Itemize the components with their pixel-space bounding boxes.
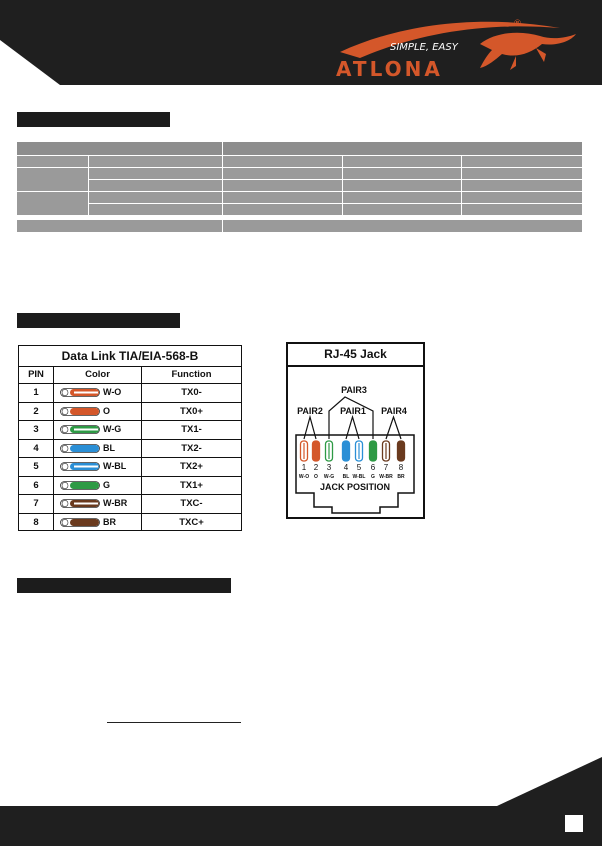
- wire-icon: [60, 425, 100, 434]
- data-link-header-row: [19, 367, 241, 384]
- spec-row: [89, 192, 583, 203]
- wire-code: W-O: [103, 387, 122, 398]
- atlona-logo: [320, 14, 592, 80]
- function-cell: TX2+: [180, 461, 203, 472]
- spec-row: [89, 204, 583, 215]
- spec-cell: [462, 168, 582, 179]
- color-cell: [54, 384, 142, 402]
- spec-cell: [89, 180, 222, 191]
- header-color: Color: [54, 367, 142, 383]
- wire-icon: [60, 407, 100, 416]
- spec-cell: [462, 204, 582, 215]
- wire-icon: [60, 499, 100, 508]
- spec-cell: [462, 156, 582, 167]
- color-cell: [54, 440, 142, 458]
- section-heading-bar-1: [17, 112, 170, 127]
- table-row: [19, 477, 241, 496]
- wire-icon: [60, 481, 100, 490]
- spec-cell: [17, 220, 222, 232]
- pair1-label: PAIR1: [340, 406, 366, 416]
- pin-cell: 5: [19, 458, 54, 476]
- spec-row: [89, 180, 583, 191]
- jack-wire-code: W-O: [298, 474, 310, 480]
- jack-wire: [398, 441, 405, 461]
- spec-cell: [89, 156, 222, 167]
- header-pin: PIN: [19, 367, 54, 383]
- wire-icon: [60, 388, 100, 397]
- section-heading-bar-3: [17, 578, 231, 593]
- color-cell: [54, 458, 142, 476]
- spec-group: [17, 168, 583, 192]
- rj45-title: RJ-45 Jack: [288, 344, 423, 367]
- underline-rule: [107, 722, 241, 723]
- wire-code: G: [103, 479, 111, 490]
- spec-cell: [223, 220, 582, 232]
- footer-corner-tab: [497, 757, 602, 806]
- wire-code: BL: [103, 442, 115, 453]
- wire-code: W-BR: [103, 498, 128, 509]
- data-link-table: [18, 345, 242, 531]
- pair4-label: PAIR4: [381, 406, 407, 416]
- function-cell: TX0+: [180, 405, 203, 417]
- spec-cell: [223, 142, 582, 155]
- spec-cell: [343, 168, 461, 179]
- spec-cell: [223, 168, 342, 179]
- wire-icon: [60, 518, 100, 527]
- function-cell: TX1+: [180, 479, 203, 491]
- spec-cell: [462, 192, 582, 203]
- jack-pin-number: 8: [398, 463, 404, 472]
- spec-group: [17, 192, 583, 216]
- spec-cell: [17, 142, 222, 155]
- spec-cell: [223, 180, 342, 191]
- page-footer: [0, 806, 602, 846]
- jack-wire-code: O: [314, 474, 318, 480]
- jack-position-label: JACK POSITION: [319, 482, 391, 492]
- pair2-label: PAIR2: [297, 406, 323, 416]
- section-heading-bar-2: [17, 313, 180, 328]
- data-link-title: Data Link TIA/EIA-568-B: [19, 346, 241, 367]
- jack-wire-code: BL: [342, 474, 350, 480]
- jack-pin-number: 6: [370, 463, 376, 472]
- color-cell: [54, 514, 142, 532]
- pin-cell: 2: [19, 403, 54, 421]
- spec-cell: [223, 192, 342, 203]
- pin-cell: 1: [19, 384, 54, 402]
- header-function: Function: [171, 369, 212, 380]
- wire-icon: [60, 444, 100, 453]
- jack-wire-code: W-G: [323, 474, 335, 480]
- function-cell: TXC+: [179, 516, 204, 528]
- table-row: [19, 458, 241, 477]
- pair3-bracket: [329, 397, 373, 439]
- spec-row: [17, 220, 583, 232]
- wire-code: W-G: [103, 424, 122, 435]
- page-number-box: [565, 815, 583, 832]
- brand-tagline: SIMPLE, EASY: [390, 42, 458, 53]
- jack-wire: [313, 441, 320, 461]
- pair3-label: PAIR3: [341, 385, 367, 395]
- wire-code: BR: [103, 516, 116, 527]
- table-row: [19, 440, 241, 459]
- pin-cell: 4: [19, 440, 54, 458]
- spec-cell: [17, 156, 88, 167]
- jack-pin-number: 4: [343, 463, 349, 472]
- wire-code: O: [103, 405, 111, 416]
- jack-wire-code: BR: [397, 474, 405, 480]
- spec-cell: [343, 204, 461, 215]
- wire-code: W-BL: [103, 461, 127, 472]
- jack-wire-code: W-BL: [352, 474, 366, 480]
- spec-cell: [343, 156, 461, 167]
- color-cell: [54, 477, 142, 495]
- jack-wire-code: G: [371, 474, 375, 480]
- function-cell: TX2-: [181, 442, 202, 454]
- jack-wire: [370, 441, 377, 461]
- function-cell: TX1-: [181, 424, 202, 435]
- spec-cell: [89, 204, 222, 215]
- jack-pin-number: 2: [313, 463, 319, 472]
- spec-cell: [223, 204, 342, 215]
- color-cell: [54, 403, 142, 421]
- specification-table: [17, 142, 583, 233]
- color-cell: [54, 495, 142, 513]
- table-row: [19, 403, 241, 422]
- rj45-jack-diagram: [286, 342, 425, 519]
- spec-cell: [17, 192, 88, 215]
- spec-cell: [343, 192, 461, 203]
- spec-cell: [462, 180, 582, 191]
- data-link-rows: [19, 384, 241, 531]
- jack-pin-number: 5: [356, 463, 362, 472]
- table-row: [19, 495, 241, 514]
- pin-cell: 7: [19, 495, 54, 513]
- spec-cell: [89, 168, 222, 179]
- jack-pin-number: 7: [383, 463, 389, 472]
- pin-cell: 3: [19, 421, 54, 439]
- registered-mark: ®: [513, 19, 522, 29]
- jack-pin-number: 3: [326, 463, 332, 472]
- function-cell: TX0-: [181, 387, 202, 398]
- spec-row: [89, 168, 583, 179]
- function-cell: TXC-: [180, 498, 203, 509]
- color-cell: [54, 421, 142, 439]
- pin-cell: 6: [19, 477, 54, 495]
- wire-icon: [60, 462, 100, 471]
- spec-row: [17, 142, 583, 155]
- table-row: [19, 514, 241, 532]
- spec-cell: [343, 180, 461, 191]
- rj45-pinout-svg: [288, 367, 423, 519]
- jack-wire: [343, 441, 350, 461]
- brand-name: ATLONA: [336, 57, 443, 80]
- spec-row: [17, 156, 583, 167]
- spec-cell: [89, 192, 222, 203]
- table-row: [19, 421, 241, 440]
- spec-cell: [223, 156, 342, 167]
- table-row: [19, 384, 241, 403]
- jack-pin-number: 1: [301, 463, 307, 472]
- jack-wire-code: W-BR: [379, 474, 393, 480]
- pin-cell: 8: [19, 514, 54, 532]
- spec-cell: [17, 168, 88, 191]
